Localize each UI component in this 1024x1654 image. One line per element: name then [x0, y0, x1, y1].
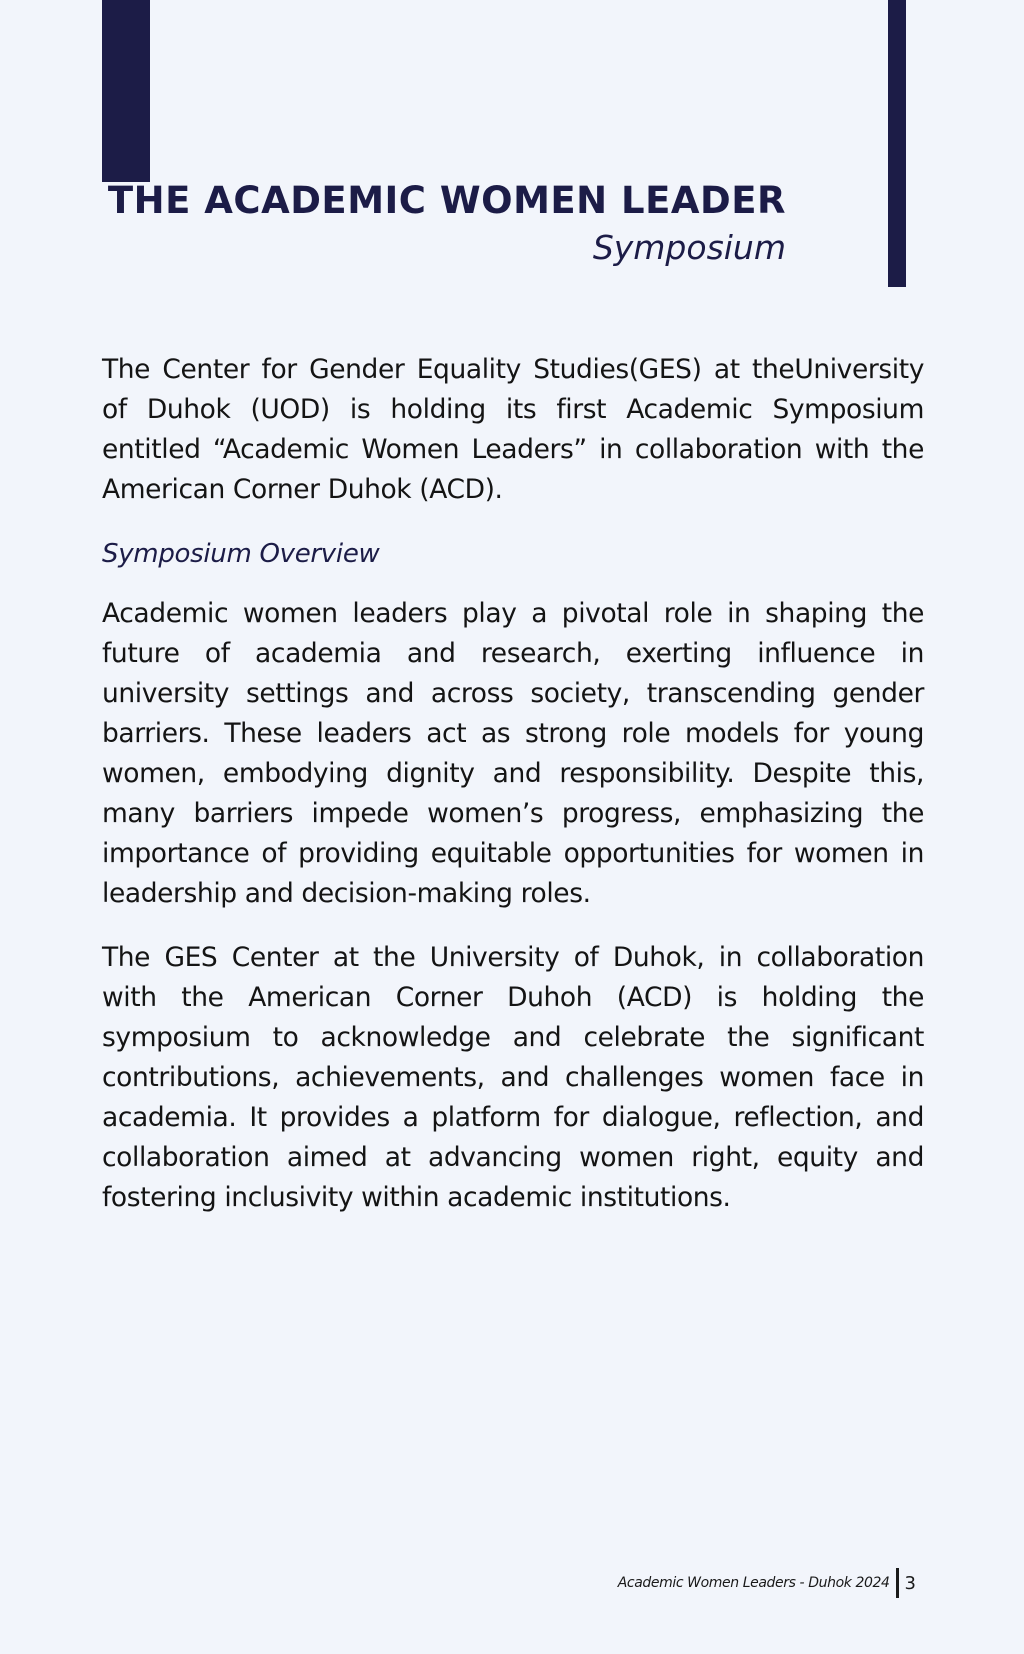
decorative-bar-left	[102, 0, 150, 182]
page-subtitle: Symposium	[592, 228, 786, 267]
overview-paragraph-1: Academic women leaders play a pivotal role in shaping the future of academia and research, exerting influence in university settings and across society, transcending gender barriers. These leaders act as strong role models for young women, embodying dignity and responsibility. Despite this, many barriers impede women’s progress, emphasizing the importance of providing equitable opportunities for women in leadership and decision-making roles.	[102, 598, 924, 909]
page-header	[108, 176, 786, 272]
page-number: 3	[904, 1572, 916, 1594]
section-heading-overview: Symposium Overview	[102, 539, 380, 569]
page-footer	[618, 1568, 916, 1598]
page-title: THE ACADEMIC WOMEN LEADER	[107, 179, 786, 222]
footer-separator	[896, 1568, 899, 1598]
footer-text: Academic Women Leaders - Duhok 2024	[617, 1575, 890, 1591]
overview-paragraph-2: The GES Center at the University of Duhok, in collaboration with the American Corner Duhoh (ACD) is holding the symposium to acknowledge and celebrate the significant contributions, achievements, and challenges women face in academia. It provides a platform for dialogue, reflection, and collaboration aimed at advancing women right, equity and fostering inclusivity within academic institutions.	[102, 942, 924, 1213]
decorative-bar-right	[888, 0, 906, 287]
main-content	[102, 350, 924, 1242]
intro-paragraph: The Center for Gender Equality Studies(GES) at theUniversity of Duhok (UOD) is holding its first Academic Symposium entitled “Academic Women Leaders” in collaboration with the American Corner Duhok (ACD).	[102, 354, 924, 505]
